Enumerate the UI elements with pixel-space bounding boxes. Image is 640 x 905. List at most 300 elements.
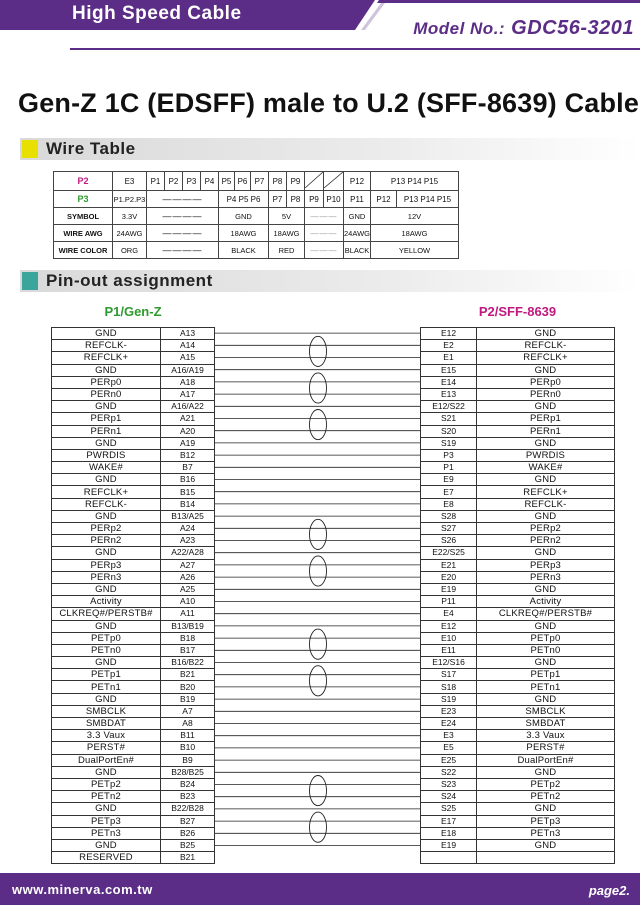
p1-pin-row [52, 754, 215, 766]
p1-signal: PERn2 [52, 535, 161, 547]
p2-signal: GND [477, 657, 615, 669]
p1-signal: PERn1 [52, 425, 161, 437]
p2-pin-row [421, 778, 615, 790]
header-title: High Speed Cable [72, 3, 242, 24]
p1-pin-number: A16/A19 [161, 364, 215, 376]
p2-pin-number: E12 [421, 328, 477, 340]
p1-signal: GND [52, 437, 161, 449]
p2-pin-number: E8 [421, 498, 477, 510]
p1-pin-row [52, 388, 215, 400]
p1-pin-number: B16/B22 [161, 657, 215, 669]
p1-pin-row [52, 364, 215, 376]
wt-cell: ——— [305, 225, 344, 242]
p2-signal [477, 852, 615, 864]
p2-pin-number: P11 [421, 596, 477, 608]
wt-cell: YELLOW [370, 242, 458, 259]
p2-signal: GND [477, 583, 615, 595]
p1-pin-number: B24 [161, 778, 215, 790]
wt-cell: ——— [305, 242, 344, 259]
p1-pin-number: A20 [161, 425, 215, 437]
p3-label: P3 [54, 191, 113, 208]
wt-cell: 24AWG [344, 225, 371, 242]
p1-pin-row [52, 827, 215, 839]
p1-pin-row [52, 852, 215, 864]
twisted-pair-marker [310, 556, 327, 586]
p2-signal: PERn1 [477, 425, 615, 437]
p1-pin-row [52, 401, 215, 413]
p1-pin-number: A23 [161, 535, 215, 547]
p2-pin-row [421, 705, 615, 717]
p2-pin-row [421, 583, 615, 595]
p1-signal: PETn3 [52, 827, 161, 839]
p2-pin-row [421, 547, 615, 559]
p1-pin-number: B18 [161, 632, 215, 644]
p2-pin-row [421, 571, 615, 583]
p2-pin-row [421, 766, 615, 778]
p1-signal: REFCLK- [52, 340, 161, 352]
p2-pin-row [421, 839, 615, 851]
p2-pin-row [421, 718, 615, 730]
p2-pin-row [421, 376, 615, 388]
p1-pin-row [52, 839, 215, 851]
p2-signal: PERn3 [477, 571, 615, 583]
p1-signal: PETp2 [52, 778, 161, 790]
p1-pin-row [52, 791, 215, 803]
p1-pin-number: A11 [161, 608, 215, 620]
p1-pin-number: A10 [161, 596, 215, 608]
p2-pin-row [421, 644, 615, 656]
wt-cell: P2 [165, 172, 183, 191]
p1-signal: PERp2 [52, 523, 161, 535]
p1-pin-row [52, 437, 215, 449]
p2-signal: 3.3 Vaux [477, 730, 615, 742]
p2-signal: GND [477, 839, 615, 851]
p1-pin-row [52, 535, 215, 547]
p1-pin-number: B17 [161, 644, 215, 656]
p2-pin-row [421, 425, 615, 437]
p1-signal: GND [52, 583, 161, 595]
p1-pin-row [52, 498, 215, 510]
p2-pin-row [421, 754, 615, 766]
wt-cell: P13 P14 P15 [370, 172, 458, 191]
p1-signal: PETn0 [52, 644, 161, 656]
wt-cell: P11 [344, 191, 371, 208]
p2-pin-number: E2 [421, 340, 477, 352]
p2-pin-row [421, 437, 615, 449]
p2-pin-row [421, 401, 615, 413]
p1-pin-number: A17 [161, 388, 215, 400]
wire-table-heading: Wire Table [46, 139, 136, 158]
p1-pin-number: B19 [161, 693, 215, 705]
p1-pin-number: A19 [161, 437, 215, 449]
wt-cell: P10 [324, 191, 344, 208]
p1-pin-row [52, 718, 215, 730]
p2-pin-number: P1 [421, 462, 477, 474]
p2-pin-row [421, 803, 615, 815]
p1-pin-row [52, 376, 215, 388]
p1-pin-row [52, 486, 215, 498]
p1-pin-number: A16/A22 [161, 401, 215, 413]
wt-cell: ———— [147, 225, 219, 242]
wt-cell: 18AWG [269, 225, 305, 242]
p2-pin-number: E14 [421, 376, 477, 388]
p2-pin-number: S19 [421, 693, 477, 705]
p1-pin-row [52, 657, 215, 669]
p2-signal: PETp0 [477, 632, 615, 644]
p1-pin-number: B13/B19 [161, 620, 215, 632]
wt-cell: P4 P5 P6 [219, 191, 269, 208]
p1-pin-number: A22/A28 [161, 547, 215, 559]
p2-pin-number: S20 [421, 425, 477, 437]
p1-pin-number: A15 [161, 352, 215, 364]
p1-signal: PETp0 [52, 632, 161, 644]
p1-signal: GND [52, 510, 161, 522]
p1-pin-number: A18 [161, 376, 215, 388]
twisted-pair-marker [310, 666, 327, 696]
p2-pin-row [421, 657, 615, 669]
wt-cell: P8 [287, 191, 305, 208]
wt-cell: ———— [147, 208, 219, 225]
twisted-pair-marker [310, 519, 327, 549]
p2-pin-number: S28 [421, 510, 477, 522]
p1-pin-row [52, 352, 215, 364]
p2-pin-row [421, 474, 615, 486]
p2-pin-number: S24 [421, 791, 477, 803]
p2-pin-number: S26 [421, 535, 477, 547]
p2-pin-row [421, 681, 615, 693]
p2-pin-number: E5 [421, 742, 477, 754]
p2-pin-row [421, 791, 615, 803]
p1-pin-row [52, 462, 215, 474]
p1-signal: PERp3 [52, 559, 161, 571]
p2-pin-row [421, 852, 615, 864]
wt-cell: 18AWG [370, 225, 458, 242]
p2-pin-number: E13 [421, 388, 477, 400]
wt-cell: P3 [183, 172, 201, 191]
p1-pin-row [52, 644, 215, 656]
p1-signal: SMBCLK [52, 705, 161, 717]
p1-pin-number: B23 [161, 791, 215, 803]
p1-pin-row [52, 681, 215, 693]
p2-signal: SMBDAT [477, 718, 615, 730]
p1-pin-row [52, 730, 215, 742]
p1-pin-row [52, 547, 215, 559]
p1-signal: GND [52, 547, 161, 559]
p2-signal: GND [477, 803, 615, 815]
p1-pin-row [52, 328, 215, 340]
p2-signal: PETn0 [477, 644, 615, 656]
p1-pin-row [52, 523, 215, 535]
p1-pin-row [52, 583, 215, 595]
p2-signal: PERn2 [477, 535, 615, 547]
p1-signal: SMBDAT [52, 718, 161, 730]
p2-pin-row [421, 340, 615, 352]
p2-signal: PETn3 [477, 827, 615, 839]
p1-pin-number: B22/B28 [161, 803, 215, 815]
model-label: Model No.: [413, 19, 506, 38]
p1-pin-row [52, 803, 215, 815]
p1-pin-number: B21 [161, 852, 215, 864]
p2-pin-number: E9 [421, 474, 477, 486]
p1-pin-number: A27 [161, 559, 215, 571]
wt-cell: BLACK [344, 242, 371, 259]
p1-pin-row [52, 449, 215, 461]
p1-signal: GND [52, 474, 161, 486]
p2-signal: GND [477, 510, 615, 522]
p1-pin-number: B11 [161, 730, 215, 742]
p2-pin-row [421, 449, 615, 461]
twisted-pair-marker [310, 410, 327, 440]
p1-signal: WAKE# [52, 462, 161, 474]
p2-signal: GND [477, 474, 615, 486]
p1-signal: DualPortEn# [52, 754, 161, 766]
p1-signal: GND [52, 693, 161, 705]
p1-pin-number: B7 [161, 462, 215, 474]
p1-signal: Activity [52, 596, 161, 608]
p1-signal: GND [52, 620, 161, 632]
p2-signal: GND [477, 328, 615, 340]
p2-pin-row [421, 352, 615, 364]
p1-pin-row [52, 474, 215, 486]
wt-cell: P1 [147, 172, 165, 191]
p1-pin-number: A26 [161, 571, 215, 583]
p2-signal: PETp1 [477, 669, 615, 681]
p2-pin-row [421, 730, 615, 742]
p2-signal: GND [477, 693, 615, 705]
wt-cell: P9 [287, 172, 305, 191]
p2-pin-number: E4 [421, 608, 477, 620]
p2-pin-row [421, 535, 615, 547]
p1-signal: REFCLK- [52, 498, 161, 510]
footer-url: www.minerva.com.tw [12, 882, 153, 897]
wt-cell: P5 [219, 172, 235, 191]
p2-pin-row [421, 498, 615, 510]
p2-signal: PERp0 [477, 376, 615, 388]
p1-pin-row [52, 340, 215, 352]
p2-label: P2 [54, 172, 113, 191]
p2-pin-number: E20 [421, 571, 477, 583]
p2-pin-row [421, 815, 615, 827]
p1-pin-number: A13 [161, 328, 215, 340]
p1-pin-number: B12 [161, 449, 215, 461]
p1-signal: GND [52, 803, 161, 815]
p2-pin-number: E19 [421, 583, 477, 595]
p2-pin-row [421, 742, 615, 754]
p1-signal: REFCLK+ [52, 352, 161, 364]
p2-signal: CLKREQ#/PERSTB# [477, 608, 615, 620]
p2-pin-row [421, 388, 615, 400]
p1-pin-row [52, 620, 215, 632]
p1-pin-number: B20 [161, 681, 215, 693]
wt-cell: ———— [147, 191, 219, 208]
p1-pin-number: B13/A25 [161, 510, 215, 522]
p2-signal: GND [477, 401, 615, 413]
p2-pin-number: S27 [421, 523, 477, 535]
wt-cell: ORG [113, 242, 147, 259]
p2-pin-number: E18 [421, 827, 477, 839]
wt-cell: 3.3V [113, 208, 147, 225]
p2-pin-number: E10 [421, 632, 477, 644]
p1-signal: PETp3 [52, 815, 161, 827]
wt-cell: P7 [269, 191, 287, 208]
wt-cell: 24AWG [113, 225, 147, 242]
p1-pin-number: B25 [161, 839, 215, 851]
p2-pin-row [421, 632, 615, 644]
p2-pin-number: E12/S16 [421, 657, 477, 669]
p2-pin-number: E25 [421, 754, 477, 766]
wt-cell: P12 [370, 191, 396, 208]
wt-cell: E3 [113, 172, 147, 191]
p2-pin-row [421, 523, 615, 535]
p2-pin-number: S23 [421, 778, 477, 790]
p1-signal: GND [52, 401, 161, 413]
p1-signal: GND [52, 839, 161, 851]
p2-signal: PERn0 [477, 388, 615, 400]
wt-cell: 12V [370, 208, 458, 225]
p1-signal: REFCLK+ [52, 486, 161, 498]
p1-signal: GND [52, 766, 161, 778]
p1-pin-row [52, 571, 215, 583]
p1-pin-row [52, 766, 215, 778]
p2-pin-row [421, 413, 615, 425]
p1-signal: CLKREQ#/PERSTB# [52, 608, 161, 620]
p1-pin-number: B14 [161, 498, 215, 510]
p1-signal: GND [52, 657, 161, 669]
p1-pin-row [52, 742, 215, 754]
twisted-pair-marker [310, 812, 327, 842]
p2-signal: SMBCLK [477, 705, 615, 717]
p1-pin-number: B27 [161, 815, 215, 827]
wt-cell: GND [344, 208, 371, 225]
p2-pin-number: E7 [421, 486, 477, 498]
p1-pin-table [51, 327, 215, 864]
p1-pin-number: A24 [161, 523, 215, 535]
p2-pin-number: E17 [421, 815, 477, 827]
p1-signal: PERn0 [52, 388, 161, 400]
p1-signal: PETn2 [52, 791, 161, 803]
p2-pin-number: E23 [421, 705, 477, 717]
p2-pin-row [421, 364, 615, 376]
p1-pin-row [52, 510, 215, 522]
p2-pin-row [421, 669, 615, 681]
wt-row-header: SYMBOL [54, 208, 113, 225]
p1-signal: PETp1 [52, 669, 161, 681]
p1-pin-row [52, 632, 215, 644]
page-number: page2. [588, 883, 630, 898]
p2-signal: PETn2 [477, 791, 615, 803]
p2-pin-row [421, 693, 615, 705]
p1-pin-number: B16 [161, 474, 215, 486]
p2-pin-row [421, 827, 615, 839]
p2-pin-number: E11 [421, 644, 477, 656]
p1-pin-row [52, 596, 215, 608]
p1-pin-number: A25 [161, 583, 215, 595]
p1-pin-number: A8 [161, 718, 215, 730]
p2-pin-number: E15 [421, 364, 477, 376]
p1-pin-row [52, 413, 215, 425]
p2-pin-row [421, 462, 615, 474]
p1-pin-number: B28/B25 [161, 766, 215, 778]
p2-signal: GND [477, 620, 615, 632]
p2-pin-number: S22 [421, 766, 477, 778]
wt-cell: 5V [269, 208, 305, 225]
p2-pin-number: P3 [421, 449, 477, 461]
p2-pin-number: E19 [421, 839, 477, 851]
p2-pin-number: E24 [421, 718, 477, 730]
p2-pin-number [421, 852, 477, 864]
wt-cell: P7 [251, 172, 269, 191]
p2-pin-table [420, 327, 615, 864]
p2-signal: DualPortEn# [477, 754, 615, 766]
p2-pin-number: S21 [421, 413, 477, 425]
p2-signal: GND [477, 364, 615, 376]
wt-cell: 18AWG [219, 225, 269, 242]
p2-connector-label: P2/SFF-8639 [478, 304, 557, 319]
p1-pin-number: A14 [161, 340, 215, 352]
p1-signal: GND [52, 328, 161, 340]
p2-pin-number: E12 [421, 620, 477, 632]
p1-pin-number: A21 [161, 413, 215, 425]
twisted-pair-marker [310, 373, 327, 403]
model-value: GDC56-3201 [511, 17, 634, 39]
p1-connector-label: P1/Gen-Z [104, 304, 162, 319]
p1-pin-row [52, 669, 215, 681]
p1-pin-number: B21 [161, 669, 215, 681]
wt-cell: P1.P2.P3 [113, 191, 147, 208]
p2-signal: WAKE# [477, 462, 615, 474]
p2-signal: GND [477, 766, 615, 778]
p2-signal: REFCLK+ [477, 486, 615, 498]
p2-pin-number: S17 [421, 669, 477, 681]
p2-signal: PETp2 [477, 778, 615, 790]
p1-signal: GND [52, 364, 161, 376]
p1-signal: PETn1 [52, 681, 161, 693]
p2-pin-row [421, 510, 615, 522]
p2-signal: PERp2 [477, 523, 615, 535]
wt-cell: ———— [147, 242, 219, 259]
p2-pin-number: S25 [421, 803, 477, 815]
wt-cell: P9 [305, 191, 324, 208]
p2-signal: GND [477, 437, 615, 449]
p1-pin-row [52, 778, 215, 790]
p1-signal: PERn3 [52, 571, 161, 583]
p1-signal: 3.3 Vaux [52, 730, 161, 742]
p2-pin-number: S18 [421, 681, 477, 693]
twisted-pair-marker [310, 776, 327, 806]
p2-signal: GND [477, 547, 615, 559]
p1-pin-number: A7 [161, 705, 215, 717]
p1-signal: PERp1 [52, 413, 161, 425]
wt-cell: P6 [235, 172, 251, 191]
p2-pin-row [421, 559, 615, 571]
p1-signal: PERp0 [52, 376, 161, 388]
p2-pin-row [421, 596, 615, 608]
p1-pin-number: B9 [161, 754, 215, 766]
p1-pin-number: B26 [161, 827, 215, 839]
p2-pin-row [421, 608, 615, 620]
p2-signal: PWRDIS [477, 449, 615, 461]
pinout-heading: Pin-out assignment [46, 271, 213, 290]
p1-pin-row [52, 608, 215, 620]
p1-signal: PWRDIS [52, 449, 161, 461]
p1-pin-row [52, 559, 215, 571]
p1-pin-row [52, 425, 215, 437]
p1-pin-row [52, 705, 215, 717]
p1-pin-number: B15 [161, 486, 215, 498]
p1-signal: RESERVED [52, 852, 161, 864]
p2-pin-number: E22/S25 [421, 547, 477, 559]
p2-signal: PETp3 [477, 815, 615, 827]
